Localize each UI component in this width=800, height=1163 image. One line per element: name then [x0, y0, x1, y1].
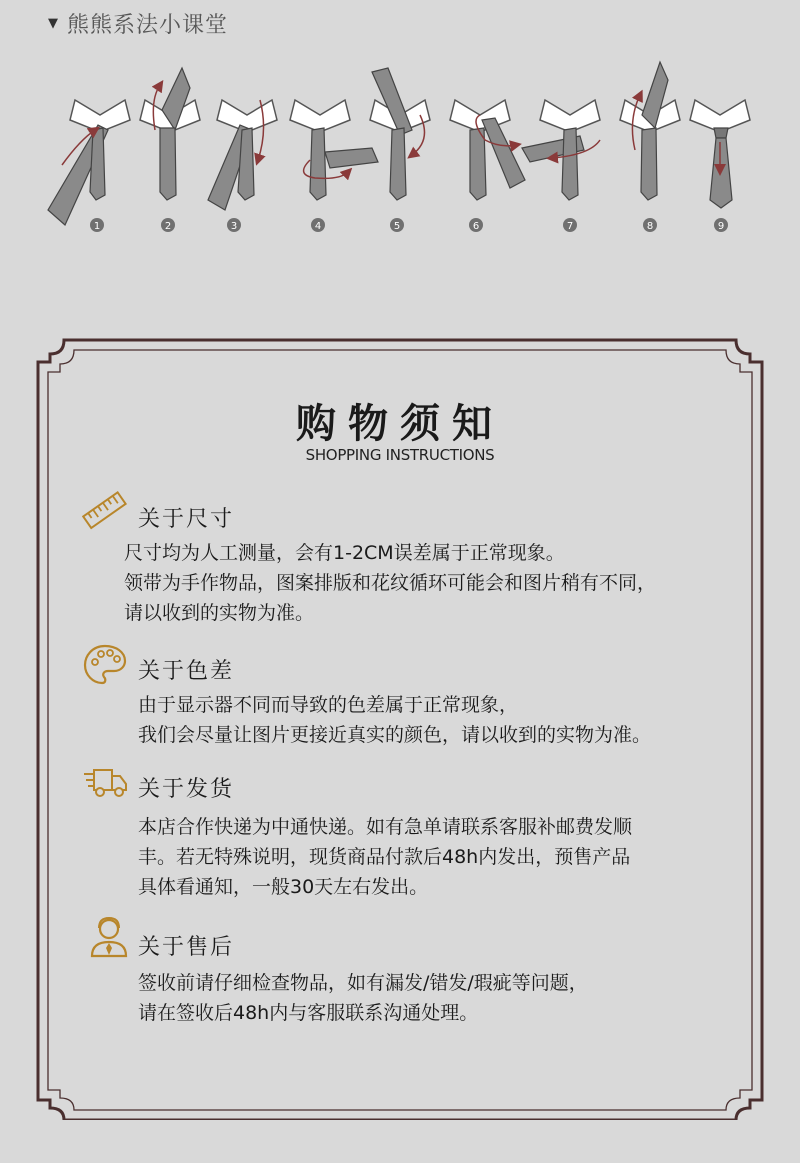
section-body [124, 538, 656, 628]
section-size [80, 488, 760, 628]
step-2-figure [140, 68, 200, 200]
truck-icon [82, 760, 128, 806]
section-heading: 关于售后 [138, 935, 235, 960]
step-3-figure [208, 100, 277, 210]
body-line: 本店合作快递为中通快递。如有急单请联系客服补邮费发顺 [138, 816, 633, 838]
customer-service-icon [86, 914, 132, 960]
step-number-label: 6 [472, 221, 480, 232]
triangle-down-icon: ▼ [48, 16, 59, 31]
step-1-figure [48, 100, 130, 225]
body-line: 请在签收后48h内与客服联系沟通处理。 [138, 1002, 479, 1024]
body-line: 具体看通知，一般30天左右发出。 [138, 876, 429, 898]
section-header [48, 8, 228, 39]
section-body [138, 690, 651, 750]
section-body [138, 968, 588, 1028]
step-number-label: 5 [393, 221, 401, 232]
step-number-label: 2 [164, 221, 172, 232]
body-line: 请以收到的实物为准。 [124, 602, 315, 624]
tie-knot-steps-illustration [0, 60, 800, 240]
step-6-figure [450, 100, 525, 200]
body-line: 尺寸均为人工测量，会有1-2CM误差属于正常现象。 [124, 542, 565, 564]
body-line: 领带为手作物品，图案排版和花纹循环可能会和图片稍有不同， [124, 572, 657, 594]
section-heading: 关于尺寸 [138, 507, 235, 532]
section-body [138, 812, 632, 902]
body-line: 由于显示器不同而导致的色差属于正常现象， [138, 694, 519, 716]
step-number-label: 1 [93, 221, 101, 232]
step-7-figure [522, 100, 600, 200]
step-number-label: 7 [566, 221, 574, 232]
step-number-label: 4 [314, 221, 322, 232]
step-8-figure [620, 62, 680, 200]
section-after-sales [80, 914, 760, 1044]
body-line: 丰。若无特殊说明，现货商品付款后48h内发出，预售产品 [138, 846, 631, 868]
section-heading: 关于发货 [138, 777, 235, 802]
step-4-figure [290, 100, 378, 200]
step-9-figure [690, 100, 750, 208]
palette-icon [82, 642, 128, 688]
section-title: 熊熊系法小课堂 [67, 13, 229, 38]
body-line: 我们会尽量让图片更接近真实的颜色，请以收到的实物为准。 [138, 724, 652, 746]
body-line: 签收前请仔细检查物品，如有漏发/错发/瑕疵等问题， [138, 972, 588, 994]
notice-title: 购物须知 [296, 401, 504, 447]
notice-subtitle: SHOPPING INSTRUCTIONS [305, 446, 495, 464]
section-shipping [80, 760, 760, 910]
step-number-label: 9 [717, 221, 725, 232]
ruler-icon [82, 488, 128, 534]
step-number-label: 3 [230, 221, 238, 232]
section-heading: 关于色差 [138, 659, 235, 684]
step-5-figure [370, 68, 430, 200]
step-number-label: 8 [646, 221, 654, 232]
section-color-difference [80, 640, 760, 750]
